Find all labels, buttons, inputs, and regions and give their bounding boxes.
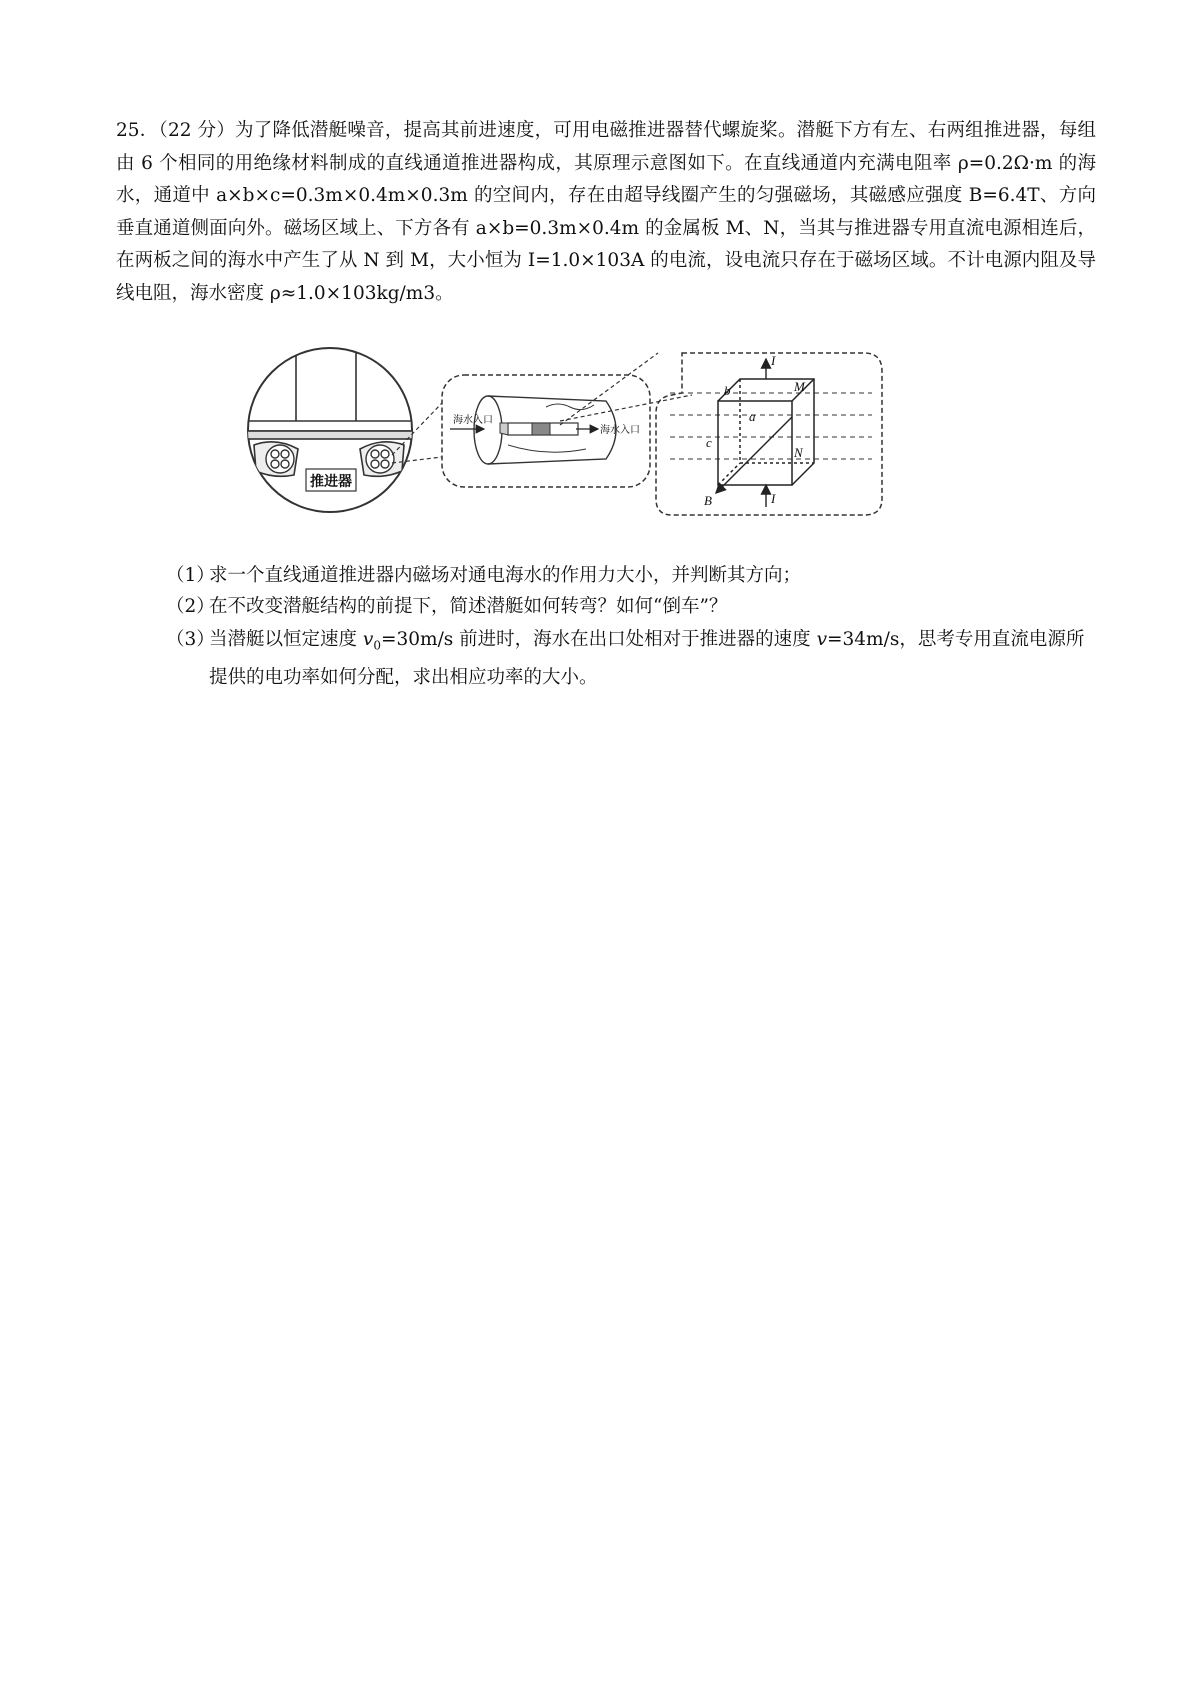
problem-score: （22 分）: [158, 120, 236, 141]
var-v0: v: [362, 629, 374, 650]
label-N: N: [794, 445, 803, 460]
sub-questions: [166, 560, 1106, 693]
var-v: v: [816, 629, 828, 650]
question-3-number: （3）: [166, 629, 215, 650]
question-1: [166, 560, 1106, 591]
label-current-bottom: I: [771, 491, 776, 506]
field-region-box: [656, 353, 882, 515]
question-2-number: （2）: [166, 596, 215, 617]
question-3-text: [209, 624, 1089, 693]
question-2: [166, 591, 1106, 622]
thruster-diagram: [246, 345, 962, 518]
question-3-text-a: 当潜艇以恒定速度: [209, 629, 363, 650]
left-thruster: [266, 445, 294, 473]
label-current-top: I: [771, 353, 776, 368]
thruster-label: 推进器: [310, 473, 352, 489]
question-1-number: （1）: [166, 565, 215, 586]
inlet-label: 海水入口: [453, 415, 493, 426]
label-B: B: [704, 493, 712, 508]
thruster-diagram-svg: [246, 345, 962, 518]
question-3-text-c: =34m/s，思考专用直流电源所提供的电功率如何分配，求出相应功率的大小。: [209, 629, 1085, 688]
question-1-text: 求一个直线通道推进器内磁场对通电海水的作用力大小，并判断其方向；: [209, 565, 802, 586]
question-3: [166, 624, 1106, 693]
zoom-connector-2: [560, 353, 692, 425]
question-2-text: 在不改变潜艇结构的前提下，简述潜艇如何转弯？如何“倒车”？: [209, 596, 728, 617]
label-a: a: [749, 409, 756, 424]
label-M: M: [794, 379, 805, 394]
problem-stem-text: 为了降低潜艇噪音，提高其前进速度，可用电磁推进器替代螺旋桨。潜艇下方有左、右两组推进器，每组由 6 个相同的用绝缘材料制成的直线通道推进器构成，其原理示意图如下。在直线通道内充满电阻率 ρ=0.2Ω·m 的海水，通道中 a×b×c=0.3m×0.4m×0.3m 的空间内，存在由超导线圈产生的匀强磁场，其磁感应强度 B=6.4T、方向垂直通道侧面向外。磁场区域上、下方各有 a×b=0.3m×0.4m 的金属板 M、N，当其与推进器专用直流电源相连后，在两板之间的海水中产生了从 N 到 M，大小恒为 I=1.0×103A 的电流，设电流只存在于磁场区域。不计电源内阻及导线电阻，海水密度 ρ≈1.0×103kg/m3。: [116, 120, 1096, 304]
label-b: b: [724, 383, 731, 398]
label-c: c: [706, 435, 712, 450]
problem-number: 25．: [116, 120, 159, 141]
question-3-text-b: =30m/s 前进时，海水在出口处相对于推进器的速度: [380, 629, 817, 650]
hull-circle: [246, 345, 416, 512]
right-thruster: [366, 445, 394, 473]
problem-stem: [116, 115, 1096, 310]
var-v0-subscript: 0: [373, 638, 381, 653]
outlet-label: 海水入口: [600, 425, 640, 436]
channel-box: [442, 375, 650, 487]
